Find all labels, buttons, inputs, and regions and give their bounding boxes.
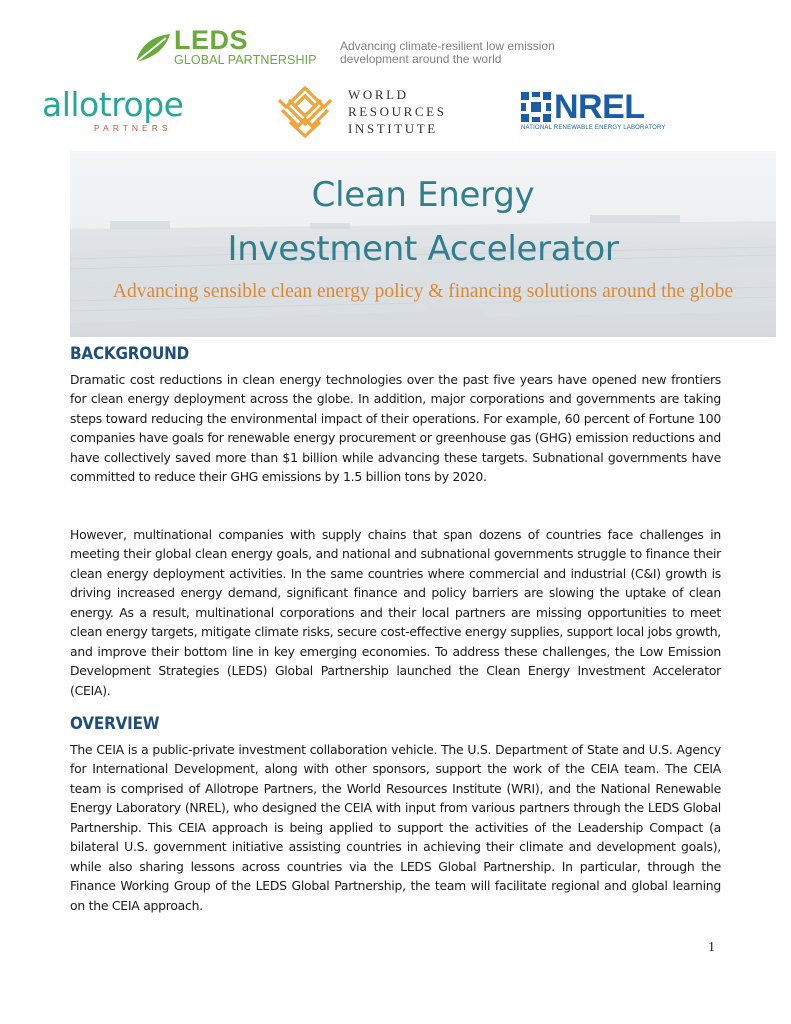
banner-title-line-1: Clean Energy xyxy=(311,175,535,215)
page-number: 1 xyxy=(708,940,715,955)
leds-logo xyxy=(132,26,332,70)
wri-line-2: RESOURCES xyxy=(348,104,447,119)
title-banner xyxy=(70,151,776,337)
leds-tagline: Advancing climate-resilient low emission development around the world xyxy=(340,39,555,66)
leaf-icon xyxy=(132,28,172,68)
wri-line-3: INSTITUTE xyxy=(348,121,438,136)
banner-subtitle: Advancing sensible clean energy policy & financing solutions around the globe xyxy=(112,281,734,302)
overview-paragraph-1: The CEIA is a public-private investment collaboration vehicle. The U.S. Department of State and U.S. Agency for International Development, along with other sponsors, support the work of the CEIA team. The CEIA team is comprised of Allotrope Partners, the World Resources Institute (WRI), and the National Renewable Energy Laboratory (NREL), who designed the CEIA with input from various partners through the LEDS Global Partnership. This CEIA approach is being applied to support the activities of the Leadership Compact (a bilateral U.S. government initiative assisting countries in achieving their climate and development goals), while also sharing lessons across countries via the LEDS Global Partnership. In particular, through the Finance Working Group of the LEDS Global Partnership, the team will facilitate regional and global learning on the CEIA approach. xyxy=(70,742,721,913)
wri-logo xyxy=(276,86,466,138)
overview-heading: OVERVIEW xyxy=(70,714,160,733)
nrel-subtitle: NATIONAL RENEWABLE ENERGY LABORATORY xyxy=(521,125,666,131)
leds-subtitle: GLOBAL PARTNERSHIP xyxy=(174,53,317,67)
wri-line-1: WORLD xyxy=(348,87,409,102)
wri-emblem-icon xyxy=(276,86,334,138)
nrel-logo xyxy=(521,88,666,134)
wri-wordmark xyxy=(348,86,447,137)
allotrope-wordmark: allotrope xyxy=(42,85,184,124)
allotrope-logo xyxy=(42,87,220,137)
background-paragraph-1: Dramatic cost reductions in clean energy technologies over the past five years have opened new frontiers for clean energy deployment across the globe. In addition, major corporations and governments are taking steps toward reducing the environmental impact of their operations. For example, 60 percent of Fortune 100 companies have goals for renewable energy procurement or greenhouse gas (GHG) emission reductions and have collectively saved more than $1 billion while advancing these targets. Subnational governments have committed to reduce their GHG emissions by 1.5 billion tons by 2020. xyxy=(70,372,721,485)
allotrope-subtitle: PARTNERS xyxy=(94,123,172,133)
leds-wordmark: LEDS xyxy=(174,25,249,55)
banner-title-line-2: Investment Accelerator xyxy=(227,229,619,269)
background-heading: BACKGROUND xyxy=(70,344,190,363)
nrel-emblem-icon xyxy=(521,92,551,122)
background-paragraph-2: However, multinational companies with supply chains that span dozens of countries face challenges in meeting their global clean energy goals, and national and subnational governments struggle to finance their clean energy deployment activities. In the same countries where commercial and industrial (C&I) growth is driving increased energy demand, significant finance and policy barriers are slowing the uptake of clean energy. As a result, multinational corporations and their local partners are missing opportunities to meet clean energy targets, mitigate climate risks, secure cost-effective energy supplies, support local jobs growth, and improve their bottom line in key emerging economies. To address these challenges, the Low Emission Development Strategies (LEDS) Global Partnership launched the Clean Energy Investment Accelerator (CEIA). xyxy=(70,527,721,698)
nrel-wordmark: NREL xyxy=(554,88,645,126)
